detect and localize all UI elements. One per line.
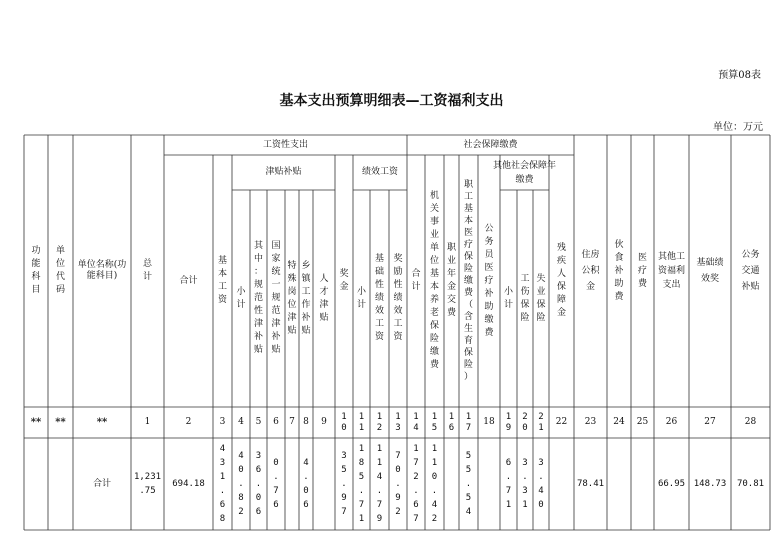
index-cell: 1 7 xyxy=(465,411,472,433)
header-civil-medical: 公 务 员 医 疗 补 助 缴 费 xyxy=(484,223,494,338)
total-row-injury-insurance: 3 . 3 1 xyxy=(522,458,528,510)
index-cell: 8 xyxy=(303,417,309,428)
index-cell: 1 4 xyxy=(413,411,419,433)
header-performance-group: 绩效工资 xyxy=(361,167,398,178)
total-row-salary-sum: 694.18 xyxy=(172,478,205,489)
header-unemployment-insurance: 失 业 保 险 xyxy=(536,273,546,323)
index-cell: 25 xyxy=(636,417,649,428)
header-allowance-standard: 其 中 ： 规 范 性 津 补 贴 xyxy=(253,241,263,355)
index-cell: 7 xyxy=(289,417,295,428)
header-allowance-special-post: 特 殊 岗 位 津 贴 xyxy=(287,260,297,336)
total-row-label: 合计 xyxy=(92,478,111,489)
header-unit-code: 单 位 代 码 xyxy=(55,246,65,295)
total-row-other-subtotal: 6 . 7 1 xyxy=(505,458,512,510)
index-cell: 1 5 xyxy=(431,411,438,433)
index-cell: 1 3 xyxy=(395,411,401,433)
total-row-performance-reward: 7 0 . 9 2 xyxy=(395,451,401,517)
total-row-medical-insurance: 5 5 . 5 4 xyxy=(465,451,472,517)
header-pension: 机 关 事 业 单 位 基 本 养 老 保 险 缴 费 xyxy=(429,191,439,370)
table-number: 预算08表 xyxy=(718,70,761,81)
header-other-social-group: 其他社会保障年 缴费 xyxy=(493,160,557,185)
total-row-social-sum: 1 7 2 . 6 7 xyxy=(413,444,419,524)
index-cell: 1 1 xyxy=(358,411,365,433)
index-cell: 1 0 xyxy=(341,411,347,433)
total-row-bonus: 3 5 . 9 7 xyxy=(341,451,347,517)
header-other-subtotal: 小 计 xyxy=(503,286,513,310)
header-annuity: 职 业 年 金 交 费 xyxy=(446,243,456,318)
index-func: ** xyxy=(30,416,42,428)
header-allowance-township: 乡 镇 工 作 补 贴 xyxy=(301,260,311,336)
index-cell: 2 xyxy=(185,417,192,428)
total-row-other-welfare: 66.95 xyxy=(657,478,686,489)
index-cell: 2 1 xyxy=(538,411,544,433)
index-cell: 26 xyxy=(665,417,678,428)
index-cell: 5 xyxy=(255,417,262,428)
index-cell: 24 xyxy=(613,417,625,428)
header-allowance-subtotal: 小 计 xyxy=(236,286,246,310)
total-row-housing-fund: 78.41 xyxy=(576,478,605,489)
index-unit-name: ** xyxy=(96,416,108,428)
header-other-welfare: 其他工 资福利 支出 xyxy=(657,252,685,290)
header-meal-subsidy: 伙 食 补 助 费 xyxy=(614,239,624,302)
header-medical-fee: 医 疗 费 xyxy=(637,252,647,289)
total-row-performance-basic: 1 1 4 . 7 9 xyxy=(376,444,383,524)
header-social-security-group: 社会保障缴费 xyxy=(463,139,518,150)
index-cell: 1 6 xyxy=(448,411,455,433)
total-row-transport-subsidy: 70.81 xyxy=(736,478,765,489)
index-cell: 28 xyxy=(744,417,757,428)
header-unit-name: 单位名称(功 能科目) xyxy=(77,260,127,281)
header-transport-subsidy: 公务 交通 补贴 xyxy=(741,250,760,292)
header-salary-sum: 合计 xyxy=(179,275,198,286)
total-row-allowance-standard: 3 6 . 0 6 xyxy=(255,451,262,517)
index-cell: 1 xyxy=(144,417,151,428)
total-row-total: 1,231 .75 xyxy=(133,472,162,496)
index-cell: 27 xyxy=(704,417,716,428)
header-housing-fund: 住房 公积 金 xyxy=(581,250,600,292)
index-cell: 9 xyxy=(321,417,327,428)
index-cell: 22 xyxy=(555,417,568,428)
total-row-allowance-national: 0 . 7 6 xyxy=(273,458,279,510)
total-row-allowance-township: 4 . 0 6 xyxy=(303,458,309,510)
total-row-base-performance: 148.73 xyxy=(693,478,727,489)
index-cell: 3 xyxy=(219,417,226,428)
header-allowance-talent: 人 才 津 贴 xyxy=(319,273,329,323)
index-cell: 6 xyxy=(273,417,279,428)
header-medical-insurance: 职 工 基 本 医 疗 保 险 缴 费 （ 含 生 育 保 险 ） xyxy=(463,180,473,382)
header-bonus: 奖 金 xyxy=(339,269,349,292)
header-social-sum: 合 计 xyxy=(411,269,421,292)
header-allowance-national: 国 家 统 一 规 范 津 补 贴 xyxy=(271,241,281,355)
total-row-unemployment-insurance: 3 . 4 0 xyxy=(538,458,544,510)
header-base-performance: 基础绩 效奖 xyxy=(696,258,724,284)
unit-label: 单位：万元 xyxy=(713,122,763,133)
header-total: 总 计 xyxy=(142,259,152,282)
page-title: 基本支出预算明细表—工资福利支出 xyxy=(279,93,504,109)
header-allowance-group: 津贴补贴 xyxy=(265,167,302,178)
total-row-performance-subtotal: 1 8 5 . 7 1 xyxy=(358,444,365,524)
index-cell: 2 0 xyxy=(522,411,528,433)
index-cell: 4 xyxy=(238,417,244,428)
header-basic-salary: 基 本 工 资 xyxy=(217,256,227,305)
header-salary-group: 工资性支出 xyxy=(262,139,308,150)
header-injury-insurance: 工 伤 保 险 xyxy=(520,273,530,323)
total-row-basic-salary: 4 3 1 . 6 8 xyxy=(219,444,226,524)
index-unit-code: ** xyxy=(55,416,66,428)
header-disabled-fund: 残 疾 人 保 障 金 xyxy=(556,243,566,318)
total-row-allowance-subtotal: 4 0 . 8 2 xyxy=(238,451,244,517)
header-performance-subtotal: 小 计 xyxy=(356,286,366,310)
index-cell: 1 9 xyxy=(505,411,512,433)
index-cell: 1 2 xyxy=(376,411,383,433)
index-cell: 23 xyxy=(584,417,597,428)
header-performance-basic: 基 础 性 绩 效 工 资 xyxy=(374,254,384,342)
header-function-subject: 功 能 科 目 xyxy=(31,246,41,295)
index-cell: 18 xyxy=(483,417,495,428)
header-performance-reward: 奖 励 性 绩 效 工 资 xyxy=(393,254,403,342)
total-row-pension: 1 1 0 . 4 2 xyxy=(431,444,438,524)
